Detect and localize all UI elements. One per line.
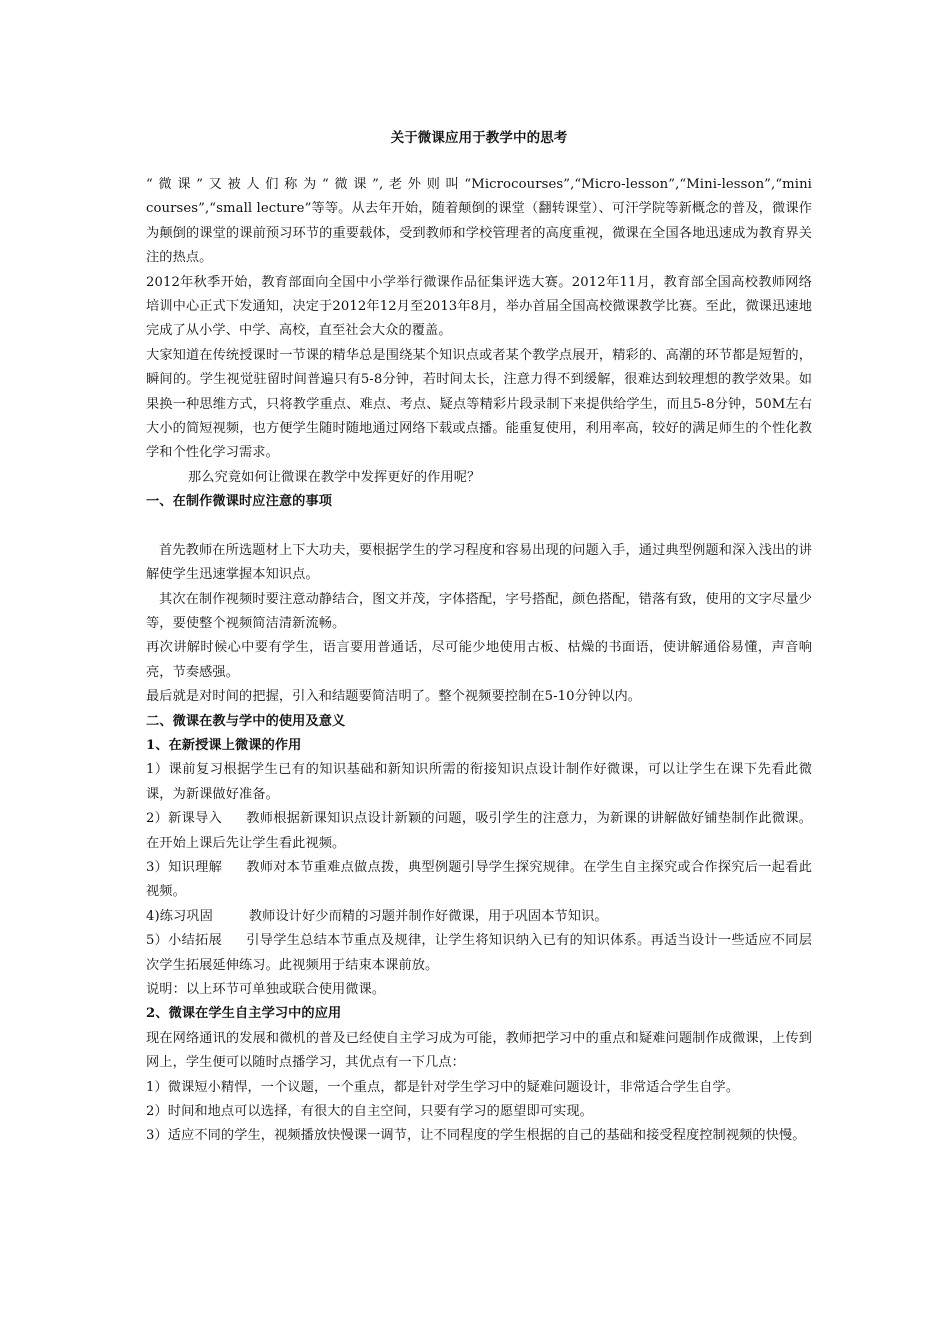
item-text: 引导学生总结本节重点及规律，让学生将知识纳入已有的知识体系。再适当设计一些适应不同层次学生拓展延伸练习。此视频用于结束本课前放。 (146, 933, 812, 973)
item-label: 1）课前复习 (146, 762, 224, 778)
subsection-2-intro: 现在网络通讯的发展和微机的普及已经使自主学习成为可能，教师把学习中的重点和疑难问题制作成微课，上传到网上，学生便可以随时点播学习，其优点有一下几点： (146, 1030, 812, 1071)
intro-paragraph-2: 2012年秋季开始，教育部面向全国中小学举行微课作品征集评选大赛。2012年11月，教育部全国高校教师网络培训中心正式下发通知，决定于2012年12月至2013年8月，举办首届全国高校微课教学比赛。至此，微课迅速地完成了从小学、中学、高校，直至社会大众的覆盖。 (146, 274, 812, 339)
subsection-1-item (146, 807, 812, 856)
item-text: 教师根据新课知识点设计新颖的问题，吸引学生的注意力，为新课的讲解做好铺垫制作此微课。在开始上课后先让学生看此视频。 (146, 811, 812, 851)
item-label: 5）小结拓展 (146, 933, 223, 949)
subsection-1-item (146, 929, 812, 978)
item-text: 教师对本节重难点做点拨，典型例题引导学生探究规律。在学生自主探究或合作探究后一起看此视频。 (146, 859, 812, 900)
item-text: 教师设计好少而精的习题并制作好微课，用于巩固本节知识。 (248, 908, 608, 924)
intro-paragraph-3: 大家知道在传统授课时一节课的精华总是围绕某个知识点或者某个教学点展开，精彩的、高潮的环节都是短暂的，瞬间的。学生视觉驻留时间普遍只有5-8分钟，若时间太长，注意力得不到缓解，很难达到较理想的教学效果。如果换一种思维方式，只将教学重点、难点、考点、疑点等精彩片段录制下来提供给学生，而且5-8分钟，50M左右大小的简短视频，也方便学生随时随地通过网络下载或点播。能重复使用，利用率高，较好的满足师生的个性化教学和个性化学习需求。 (146, 347, 812, 461)
item-text: 根据学生已有的知识基础和新知识所需的衔接知识点设计制作好微课，可以让学生在课下先看此微课，为新课做好准备。 (146, 762, 812, 802)
subsection-1-item (146, 758, 812, 807)
subsection-2-item: 1）微课短小精悍，一个议题，一个重点，都是针对学生学习中的疑难问题设计，非常适合学生自学。 (146, 1079, 740, 1095)
document-title: 关于微课应用于教学中的思考 (390, 130, 568, 146)
document-body (146, 128, 812, 1149)
section-2-heading: 二、微课在教与学中的使用及意义 (146, 713, 346, 729)
question-paragraph: 那么究竟如何让微课在教学中发挥更好的作用呢？ (188, 469, 481, 485)
blank-line (146, 515, 812, 539)
item-label: 3）知识理解 (146, 859, 223, 875)
item-label: 2）新课导入 (146, 811, 223, 827)
subsection-1-heading: 1、在新授课上微课的作用 (146, 737, 302, 753)
subsection-1-item (146, 856, 812, 905)
subsection-2-item: 3）适应不同的学生，视频播放快慢课一调节，让不同程度的学生根据的自己的基础和接受程度控制视频的快慢。 (146, 1128, 806, 1144)
item-label: 4)练习巩固 (146, 908, 213, 924)
section-1-heading: 一、在制作微课时应注意的事项 (146, 494, 333, 510)
subsection-2-heading: 2、微课在学生自主学习中的应用 (146, 1006, 342, 1022)
intro-paragraph-1: “微课”又被人们称为“微课”,老外则叫“Microcourses”,“Micro-lesson”,“Mini-lesson”,“mini courses”,“small lecture”等等。从去年开始，随着颠倒的课堂（翻转课堂）、可汗学院等新概念的普及，微课作为颠倒的课堂的课前预习环节的重要载体，受到教师和学校管理者的高度重视，微课在全国各地迅速成为教育界关注的热点。 (146, 177, 812, 266)
section-1-paragraph-2: 其次在制作视频时要注意动静结合，图文并茂，字体搭配，字号搭配，颜色搭配，错落有致，使用的文字尽量少等，要使整个视频简洁清新流畅。 (146, 591, 812, 631)
section-1-paragraph-4: 最后就是对时间的把握，引入和结题要简洁明了。整个视频要控制在5-10分钟以内。 (146, 689, 642, 705)
section-1-paragraph-3: 再次讲解时候心中要有学生，语言要用普通话，尽可能少地使用古板、枯燥的书面语，使讲解通俗易懂，声音响亮，节奏感强。 (146, 640, 812, 680)
subsection-1-note: 说明：以上环节可单独或联合使用微课。 (146, 982, 386, 997)
subsection-2-item: 2）时间和地点可以选择，有很大的自主空间，只要有学习的愿望即可实现。 (146, 1104, 593, 1120)
subsection-1-item (146, 905, 812, 929)
section-1-paragraph-1: 首先教师在所选题材上下大功夫，要根据学生的学习程度和容易出现的问题入手，通过典型例题和深入浅出的讲解使学生迅速掌握本知识点。 (146, 542, 812, 583)
